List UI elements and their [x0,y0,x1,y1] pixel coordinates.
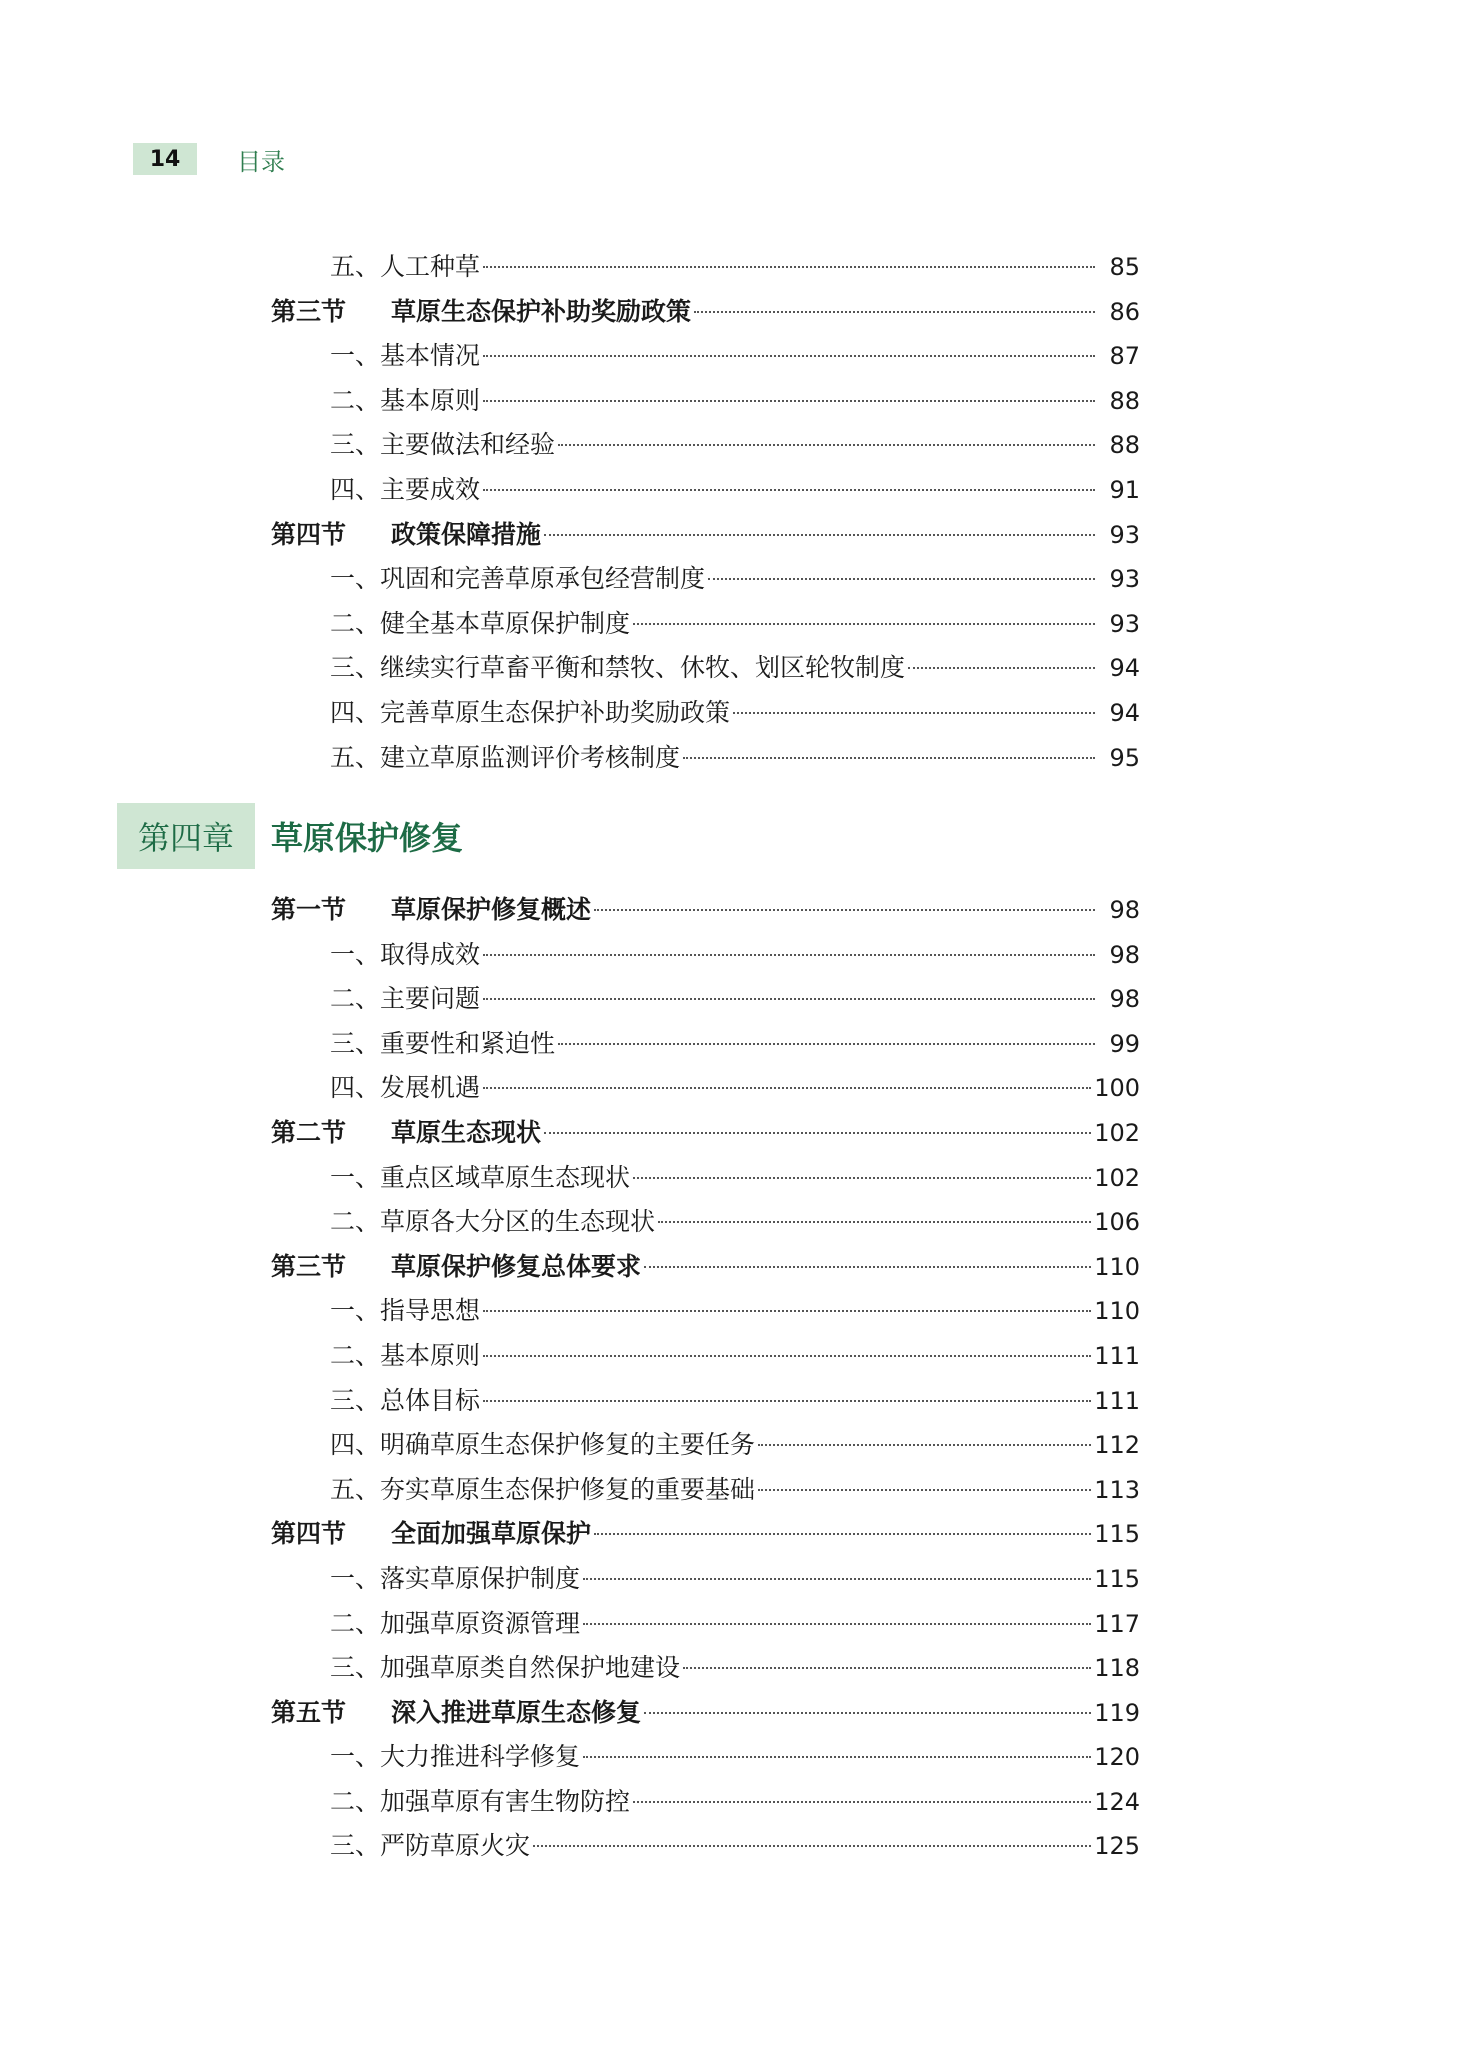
toc-entry-number: 第三节 [271,1251,347,1281]
toc-item-row[interactable] [0,977,1457,1022]
toc-entry-number: 二、 [330,1340,381,1370]
toc-item-row[interactable] [0,1066,1457,1111]
toc-entry-number: 一、 [330,564,381,594]
toc-item-row[interactable] [0,557,1457,602]
toc-entry-number: 一、 [330,1296,381,1326]
dot-leader [533,1845,1091,1847]
toc-entry-number: 四、 [330,1430,381,1460]
toc-entry-number: 三、 [330,430,381,460]
toc-entry-title: 草原生态现状 [391,1117,542,1147]
toc-list-chapter [0,888,1457,1869]
toc-entry-number: 一、 [330,1563,381,1593]
toc-entry-title: 总体目标 [380,1385,481,1415]
toc-item-row[interactable] [0,1735,1457,1780]
toc-page-number: 94 [1109,654,1140,683]
toc-entry-title: 建立草原监测评价考核制度 [380,742,681,772]
toc-page-number: 99 [1109,1029,1140,1058]
dot-leader [483,355,1095,357]
toc-section-row[interactable] [0,290,1457,335]
toc-item-row[interactable] [0,602,1457,647]
toc-entry-number: 三、 [330,1653,381,1683]
toc-entry-number: 一、 [330,341,381,371]
dot-leader [483,1400,1091,1402]
toc-entry-number: 四、 [330,1073,381,1103]
dot-leader [483,954,1095,956]
toc-page-number: 93 [1109,609,1140,638]
toc-item-row[interactable] [0,1379,1457,1424]
toc-entry-title: 大力推进科学修复 [380,1742,581,1772]
toc-section-row[interactable] [0,888,1457,933]
toc-page-number: 86 [1109,297,1140,326]
dot-leader [633,623,1095,625]
toc-entry-number: 三、 [330,653,381,683]
dot-leader [633,1177,1091,1179]
toc-item-row[interactable] [0,1156,1457,1201]
toc-page-number: 115 [1094,1564,1140,1593]
dot-leader [594,909,1095,911]
toc-entry-number: 一、 [330,1162,381,1192]
toc-entry-number: 二、 [330,1608,381,1638]
toc-page-number: 95 [1109,743,1140,772]
toc-entry-title: 重要性和紧迫性 [380,1028,556,1058]
page-number: 14 [133,143,197,175]
dot-leader [558,1043,1095,1045]
dot-leader [644,1712,1091,1714]
toc-page-number: 110 [1094,1252,1140,1281]
toc-entry-title: 全面加强草原保护 [391,1519,592,1549]
dot-leader [483,998,1095,1000]
toc-section-row[interactable] [0,1512,1457,1557]
toc-entry-title: 主要成效 [380,474,481,504]
dot-leader [683,757,1095,759]
dot-leader [644,1266,1091,1268]
toc-page-number: 98 [1109,985,1140,1014]
toc-item-row[interactable] [0,1289,1457,1334]
dot-leader [683,1667,1091,1669]
toc-entry-title: 指导思想 [380,1296,481,1326]
dot-leader [708,578,1095,580]
toc-entry-title: 基本原则 [380,385,481,415]
toc-item-row[interactable] [0,691,1457,736]
dot-leader [758,1489,1091,1491]
toc-item-row[interactable] [0,334,1457,379]
dot-leader [483,489,1095,491]
toc-item-row[interactable] [0,1468,1457,1513]
chapter-title: 草原保护修复 [271,819,464,857]
toc-page-number: 120 [1094,1743,1140,1772]
dot-leader [583,1756,1091,1758]
toc-page-number: 111 [1094,1386,1140,1415]
dot-leader [633,1801,1091,1803]
toc-page-number: 124 [1094,1787,1140,1816]
toc-page-number: 102 [1094,1163,1140,1192]
toc-page-number: 111 [1094,1341,1140,1370]
dot-leader [483,1310,1091,1312]
toc-entry-title: 发展机遇 [380,1073,481,1103]
toc-entry-title: 严防草原火灾 [380,1831,531,1861]
toc-entry-number: 三、 [330,1385,381,1415]
toc-entry-title: 健全基本草原保护制度 [380,608,631,638]
dot-leader [583,1623,1091,1625]
toc-entry-number: 二、 [330,1786,381,1816]
toc-page-number: 93 [1109,520,1140,549]
toc-entry-title: 草原保护修复总体要求 [391,1251,642,1281]
toc-page-number: 98 [1109,940,1140,969]
dot-leader [908,667,1095,669]
dot-leader [483,1355,1091,1357]
toc-item-row[interactable] [0,736,1457,781]
toc-page-number: 113 [1094,1475,1140,1504]
toc-item-row[interactable] [0,646,1457,691]
toc-entry-title: 基本情况 [380,341,481,371]
running-title: 目录 [237,147,285,176]
toc-item-row[interactable] [0,1200,1457,1245]
toc-entry-title: 落实草原保护制度 [380,1563,581,1593]
toc-item-row[interactable] [0,423,1457,468]
dot-leader [483,400,1095,402]
toc-page-number: 102 [1094,1118,1140,1147]
toc-entry-title: 加强草原类自然保护地建设 [380,1653,681,1683]
dot-leader [558,444,1095,446]
toc-entry-title: 巩固和完善草原承包经营制度 [380,564,706,594]
toc-page-number: 87 [1109,342,1140,371]
toc-entry-title: 基本原则 [380,1340,481,1370]
toc-section-row[interactable] [0,513,1457,558]
toc-page-number: 88 [1109,431,1140,460]
toc-entry-number: 五、 [330,742,381,772]
toc-entry-number: 第五节 [271,1697,347,1727]
dot-leader [483,266,1095,268]
toc-entry-title: 主要做法和经验 [380,430,556,460]
toc-entry-title: 草原保护修复概述 [391,895,592,924]
toc-entry-title: 夯实草原生态保护修复的重要基础 [380,1474,756,1504]
dot-leader [594,1533,1091,1535]
toc-entry-title: 草原各大分区的生态现状 [380,1207,656,1237]
toc-entry-title: 继续实行草畜平衡和禁牧、休牧、划区轮牧制度 [380,653,906,683]
toc-entry-title: 完善草原生态保护补助奖励政策 [380,697,731,727]
toc-page-number: 115 [1094,1520,1140,1549]
toc-page-number: 93 [1109,565,1140,594]
toc-entry-number: 四、 [330,474,381,504]
toc-item-row[interactable] [0,933,1457,978]
toc-item-row[interactable] [0,1646,1457,1691]
dot-leader [733,712,1095,714]
dot-leader [544,1132,1091,1134]
toc-entry-number: 第二节 [271,1117,347,1147]
toc-entry-title: 草原生态保护补助奖励政策 [391,296,692,326]
toc-entry-number: 二、 [330,1207,381,1237]
toc-page-number: 94 [1109,698,1140,727]
toc-item-row[interactable] [0,1334,1457,1379]
toc-entry-number: 五、 [330,252,381,281]
toc-entry-number: 一、 [330,1742,381,1772]
toc-entry-number: 第三节 [271,296,347,326]
chapter-number: 第四章 [117,803,255,869]
toc-page-number: 118 [1094,1654,1140,1683]
toc-page-number: 91 [1109,475,1140,504]
toc-item-row[interactable] [0,468,1457,513]
toc-entry-number: 三、 [330,1831,381,1861]
toc-item-row[interactable] [0,245,1457,290]
toc-entry-number: 第一节 [271,895,347,924]
toc-entry-title: 深入推进草原生态修复 [391,1697,642,1727]
chapter-heading [117,803,463,869]
dot-leader [694,311,1095,313]
toc-entry-title: 加强草原有害生物防控 [380,1786,631,1816]
toc-section-row[interactable] [0,1691,1457,1736]
toc-page-number: 100 [1094,1074,1140,1103]
toc-entry-number: 四、 [330,697,381,727]
toc-entry-number: 二、 [330,385,381,415]
toc-entry-title: 人工种草 [380,252,481,281]
toc-item-row[interactable] [0,1824,1457,1869]
toc-section-row[interactable] [0,1245,1457,1290]
toc-item-row[interactable] [0,1780,1457,1825]
toc-list-top [0,245,1457,780]
dot-leader [544,534,1095,536]
toc-entry-number: 三、 [330,1028,381,1058]
toc-item-row[interactable] [0,1557,1457,1602]
toc-entry-title: 主要问题 [380,984,481,1014]
toc-entry-title: 加强草原资源管理 [380,1608,581,1638]
toc-entry-title: 取得成效 [380,939,481,969]
toc-item-row[interactable] [0,379,1457,424]
toc-page-number: 106 [1094,1208,1140,1237]
toc-entry-title: 重点区域草原生态现状 [380,1162,631,1192]
toc-entry-number: 二、 [330,984,381,1014]
toc-item-row[interactable] [0,1022,1457,1067]
toc-page-number: 88 [1109,386,1140,415]
dot-leader [583,1578,1091,1580]
toc-entry-number: 第四节 [271,1519,347,1549]
toc-page-number: 117 [1094,1609,1140,1638]
toc-page-number: 110 [1094,1297,1140,1326]
toc-entry-number: 第四节 [271,519,347,549]
dot-leader [758,1444,1091,1446]
toc-entry-title: 明确草原生态保护修复的主要任务 [380,1430,756,1460]
dot-leader [483,1087,1091,1089]
page-header [133,142,285,176]
toc-page-number: 125 [1094,1832,1140,1861]
toc-page-number: 119 [1094,1698,1140,1727]
toc-page-number: 112 [1094,1431,1140,1460]
dot-leader [658,1221,1091,1223]
toc-item-row[interactable] [0,1602,1457,1647]
toc-entry-title: 政策保障措施 [391,519,542,549]
toc-entry-number: 五、 [330,1474,381,1504]
toc-item-row[interactable] [0,1423,1457,1468]
toc-page-number: 98 [1109,896,1140,924]
toc-page-number: 85 [1109,253,1140,281]
toc-section-row[interactable] [0,1111,1457,1156]
toc-entry-number: 二、 [330,608,381,638]
toc-entry-number: 一、 [330,939,381,969]
